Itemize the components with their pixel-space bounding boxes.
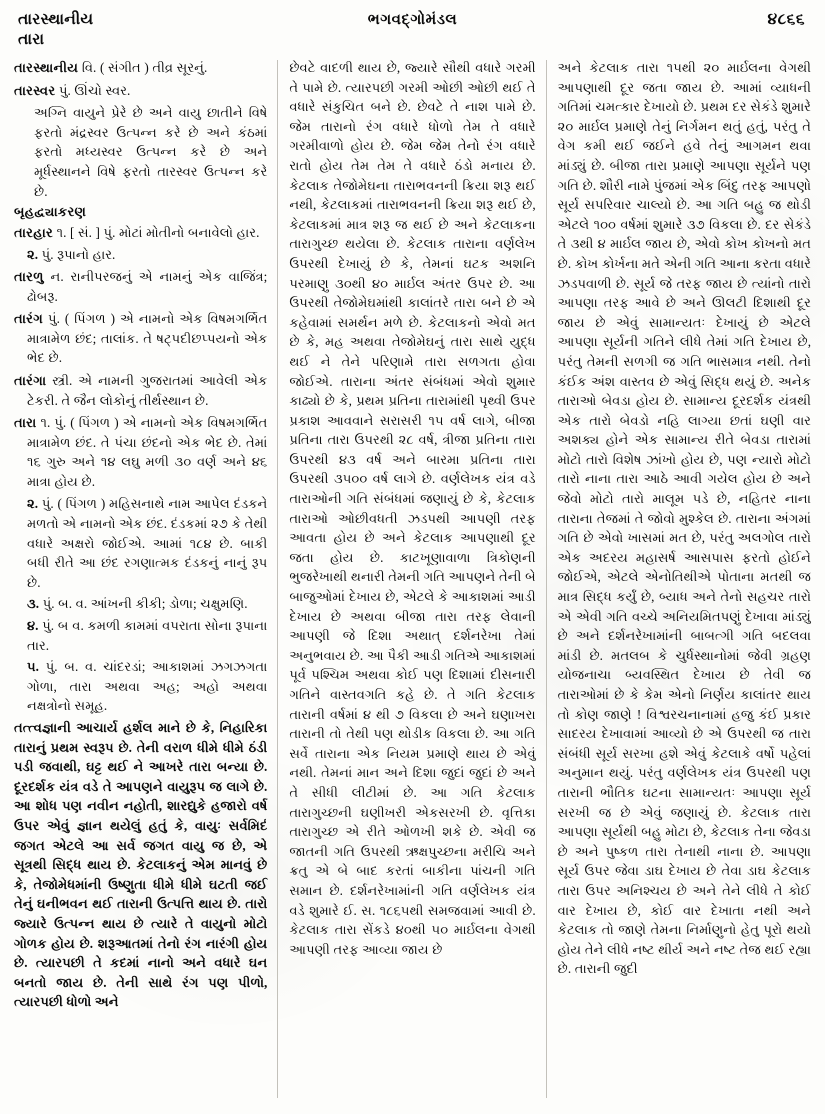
entry-headword: તારંગા [14,372,47,388]
dictionary-entry [14,81,267,101]
sense-number: ૨. [27,496,39,512]
book-title: ભગવદ્ગોમંડલ [367,12,458,28]
sense-number: ૫. [27,659,39,675]
entry-headword: તારસ્થાનીય [14,60,79,75]
dictionary-entry [14,413,267,491]
quotation-citation: બૃહદ્વ્યાકરણ [14,204,87,220]
entry-definition: સ્ત્રી. એ નામની ગુજરાતમાં આવેલી એક ટેકરી. તે જૈન લોકોનું તીર્થસ્થાન છે. [27,372,268,408]
dictionary-entry [14,371,267,410]
dictionary-sense [14,616,267,655]
entry-definition: ન. રાનીપરજનું એ નામનું એક વાજિંત્ર; ઢોબરૂ. [27,268,268,304]
dictionary-sense [14,594,267,614]
entry-headword: તારંગ [14,311,44,327]
column-3 [547,58,811,1104]
column-2 [278,58,545,1104]
running-head-left-first-word: તારસ્થાનીય [18,11,94,28]
dictionary-sense [14,494,267,592]
dictionary-entry [14,58,267,78]
entry-body-continued: તત્ત્વજ્ઞાની આચાર્ય હર્શલ માને છે કે, નિહારિકા તારાનું પ્રથમ સ્વરૂપ છે. તેની વરાળ ધીમે ધીમે ઠંડી પડી જવાથી, ઘટ્ટ થઈ ને આખરે તારા બન્યા છે. દૂરદર્શક યંત્ર વડે તે આપણને વાયુરૂપ જ લાગે છે. આ શોધ પણ નવીન નહોતી, શારદ્યુકે હજારો વર્ષ ઉપર એવું જ્ઞાન થયેલું હતું કે, વાયુઃ સર્વમિદં જગત એટલે આ સર્વ જગત વાયુ જ છે, એ સૂત્રથી સિદ્ધ થાય છે. કેટલાકનું એમ માનવું છે કે, તેજોમેધમાંની ઉષ્ણુતા ધીમે ધીમે ઘટતી જઈ તેનું ઘનીભવન થઈ તારાની ઉત્પત્તિ થાય છે. તારો જ્યારે ઉત્પન્ન થાય છે ત્યારે તે વાયુનો મોટો ગોળક હોય છે. શરૂઆતમાં તેનો રંગ નારંગી હોય છે. ત્યારપછી તે કદમાં નાનો અને વધારે ઘન બનતો જાય છે. તેની સાથે રંગ પણ પીળો, ત્યારપછી ધોળો અને [14,720,268,1010]
sense-definition: પું. ( પિંગળ ) મહિસનાથે નામ આપેલ દંડકને મળતો એ નામનો એક છંદ. દંડકમાં ૨૭ કે તેથી વધારે અક્ષરો જોઈએ. આમાં ૧૮૪ છે. બાકી બધી રીતે આ છંદ રગણાત્મક દંડકનું નાનું રૂપ છે. [27,496,268,590]
entry-definition: પું. ઊંચો સ્વર. [55,82,131,98]
entry-definition: ૧. [ સં. ] પું. મોટાં મોતીનો બનાવેલો હાર. [53,224,260,240]
dictionary-sense [14,657,267,716]
entry-body-continued: અને કેટલાક તારા ૧૫થી ૨૦ માર્ઇલના વેગથી આપણાથી દૂર જતા જાય છે. આમાં વ્યાધની ગતિમાં ચમત્કાર દેખાયો છે. પ્રથમ દર સેકંડે શુમારે ૨૦ માર્ઇલ પ્રમાણે તેનું નિર્ગમન થતું હતું, પરંતુ તે વેગ કમી થઈ જઈને હવે તેનું આગમન થવા માંડ્યું છે. બીજા તારા પ્રમાણે આપણા સૂર્યને પણ ગતિ છે. શૌરી નામે પુંજમાં એક બિંદુ તરફ આપણો સૂર્ય સપરિવાર ચાલ્યો છે. આ ગતિ બહુ જ થોડી એટલે ૧૦૦ વર્ષમાં શુમારે ૩૭ વિકલા છે. દર સેકંડે તે ૩થી ૪ માર્ઇલ જાય છે, એવો કોખ કોખનો મત છે. કોખ કોર્ખના મતે એની ગતિ આના કરતા વધારે ઝડપવાળી છે. સૂર્ય જે તરફ જાય છે ત્યાંનો તારો આપણા તરફ આવે છે અને ઊલટી દિશાથી દૂર જાય છે એવું સામાન્યતઃ દેખાયું છે એટલે આપણા સૂર્યની ગતિને લીધે તેમાં ગતિ દેખાય છે, પરંતુ તેમની સળગી જ ગતિ ભાસમાત્ર નથી. તેનો કંઈક અંશ વાસ્તવ છે એવું સિદ્ધ થયું છે. અનેક તારાઓ બેવડા હોય છે. સામાન્ય દૂરદર્શક યંત્રથી એક તારો બેવડો નહિ લાગ્યા છતાં ઘણી વાર અશક્ય હોને એક સામાન્ય રીતે બેવડા તારામાં મોટો તારો વિશેષ ઝાંખો હોય છે, પણ ન્યારો મોટો તારો નાના તારા આઠે આવી ગયેલ હોય છે અને જેવો મોટો તારો માલૂમ પડે છે, નહિતર નાના તારાના તેજમાં તે જોવો મુશ્કેલ છે. તારાના અંગમાં ગતિ છે એવો ખાસમાં મત છે, પરંતુ અલગોલ તારો એક અદરય મહાસર્ષ આસપાસ ફરતો હોઈને જોઈએ, એટલે એનોતિથીએ પોતાના મતથી જ માત્ર સિદ્ધ કર્યું છે, બ્યાધ અને તેનો સહચર તારો એ એવી ગતિ વચ્ચે અનિયમિતપણું દેખાવા માંડ્યું છે અને દર્શનરેખામાંની બાબત્ગી ગતિ બદલવા માંડી છે. મતલબ કે ચુર્ધસ્થાનોમાં જેવી ગ્રહણ યોજનાચા બ્યવસ્થિત દેખાય છે તેવી જ તારાઓમાં છે કે કેમ એનો નિર્ણય કાલાંતર થાય તો કોણ જાણે ! વિશ્વરચનાનામાં હજુ કંઈ પ્રકાર સાદરય દેખાવામાં આવ્યો છે એ ઉપરથી જ તારા સંબંધી સૂર્ય સરખા હશે એવું કેટલાકે વર્ષો પહેલાં અનુમાન થયું. પરંતુ વર્ણલેખક યંત્ર ઉપરથી પણ તારાની ભૌતિક ઘટના સામાન્યતઃ આપણા સૂર્ય સરખી જ છે એવું જણાયું છે. કેટલાક તારા આપણા સૂર્યથી બહુ મોટા છે, કેટલાક તેના જેવડા છે અને પુષ્કળ તારા તેનાથી નાના છે. આપણા સૂર્ય ઉપર જેવા ડાઘ દેખાય છે તેવા ડાઘ કેટલાક તારા ઉપર અનિશ્ચય છે અને તેને લીધે તે કોઈ વાર દેખાય છે, કોઈ વાર દેખાતા નથી અને કેટલાક તો જાણે તેમના નિર્માણુનો હેતુ પૂરો થયો હોય તેને લીધે નષ્ટ થીર્ય અને નષ્ટ તેજ થઈ રહ્યા છે. તારાની જુદી [557,60,811,977]
entry-definition: પું. ( પિંગળ ) એ નામનો એક વિષમગર્ભિત માત્રામેળ છંદ; તાલાંક. તે ષટ્પદીછપ્પયનો એક ભેદ છે. [27,311,268,366]
sense-number: ૨. [27,247,39,263]
entry-body-continued: છેવટે વાદળી થાય છે, જ્યારે સૌથી વધારે ગરમી તે પામે છે. ત્યારપછી ગરમી ઓછી ઓછી થઈ તે વધારે સંકુચિત બને છે. છેવટે તે નાશ પામે છે. જેમ તારાનો રંગ વધારે ધોળો તેમ તે વધારે ગરમીવાળો હોય છે. જેમ જેમ તેનો રંગ વધારે રાતો હોય તેમ તેમ તે વધારે ઠંડો મનાય છે. કેટલાક તેજોમેઘના તારાભવનની ક્રિયા શરૂ થઈ નથી, કેટલાકમાં તારાભવનની ક્રિયા શરૂ થઈ છે, કેટલાકમાં માત્ર શરૂ જ થઈ છે અને કેટલાકના તારાગુચ્છ થયેલા છે. કેટલાક તારાના વર્ણલેખ ઉપરથી દેખાયું છે કે, તેમનાં ઘટક અશનિ પરમાણુ ૩૦થી ૪૦ માર્ઇલ અંતર ઉપર છે. આ ઉપરથી તેજોમેઘમાંથી કાલાંતરે તારા બને છે એ કહેવામાં સમર્થન મળે છે. કેટલાકનો એવો મત છે કે, મહ અથવા તેજોમેઘનું તારા સાથે યુદ્ધ થઈ ને તેને પરિણામે તારા સળગતા હોવા જોઈએ. તારાના અંતર સંબંધમાં એવો શુમાર કાઢ્યો છે કે, પ્રથમ પ્રતિના તારામાંથી પૃથ્વી ઉપર પ્રકાશ આવવાને સરાસરી ૧૫ વર્ષ લાગે, બીજા પ્રતિના તારા ઉપરથી ૨૮ વર્ષ, ત્રીજા પ્રતિના તારા ઉપરથી ૪૩ વર્ષ અને બારમા પ્રતિના તારા ઉપરથી ૩૫૦૦ વર્ષ લાગે છે. વર્ણલેખક યંત્ર વડે તારાઓની ગતિ સંબંધમાં જણાયું છે કે, કેટલાક તારાઓ ઓછીવધતી ઝડપથી આપણી તરફ આવતા હોય છે અને કેટલાક આપણાથી દૂર જતા હોય છે. કાટખૂણાવાળા ત્રિકોણની ભુજરેખાથી થનારી તેમની ગતિ આપણને તેની બે બાજુઓમાં દેખાય છે, એટલે કે આકાશમાં આડી દેખાય છે અથવા બીજા તારા તરફ લેવાની આપણી જે દિશા અથાત્ દર્શનરેખા તેમાં અનુભવાય છે. આ પૈકી આડી ગતિએ આકાશમાં પૂર્વ પશ્ચિમ અથવા કોઈ પણ દિશામાં દીસનારી ગતિને વાસ્તવગતિ કહે છે. તે ગતિ કેટલાક તારાની વર્ષમાં ૪ થી ૭ વિકલા છે અને ઘણાખરા તારાની તો તેથી પણ થોડીક વિકલા છે. આ ગતિ સર્વે તારાના એક નિયમ પ્રમાણે થાય છે એવું નથી. તેમનાં માન અને દિશા જુદાં જુદાં છે અને તે સીધી લીટીમાં છે. આ ગતિ કેટલાક તારાગુચ્છની ઘણીખરી એકસરખી છે. વૃત્તિકા તારાગુચ્છ એ રીતે ઓળખી શકે છે. એવી જ જાતની ગતિ ઉપરથી ઋક્ષપુચ્છના મરીચિ અને ક્રતુ એ બે બાદ કરતાં બાકીના પાંચની ગતિ સમાન છે. દર્શનરેખામાંની ગતિ વર્ણલેખક યંત્ર વડે શુમારે ઈ. સ. ૧૮૬૫થી સમજવામાં આવી છે. કેટલાક તારા સેંકડે ૪૦થી ૫૦ માર્ઇલના વેગથી આપણી તરફ આવ્યા જાય છે [289,60,536,957]
column-1 [14,58,277,1104]
page-number: ૪૮૬૬ [767,11,805,28]
running-head [14,10,811,56]
entry-quotation: અગ્નિ વાયુને પ્રેરે છે અને વાયુ છાતીને વિષે ફરતો મંદ્રસ્વર ઉત્પન્ન કરે છે અને કંઠમાં ફરતો મધ્યસ્વર ઉત્પન્ન કરે છે અને મૂર્ધસ્થાનને વિષે ફરતો તારસ્વર ઉત્પન્ન કરે છે. [34,105,268,199]
column-container [14,58,811,1104]
sense-definition: પું. બ વ. કમળી કામમાં વપરાતા સોના રૂપાના તાર. [27,618,268,653]
entry-headword: તારળુ [14,268,44,284]
entry-headword: તારહાર [14,224,54,240]
dictionary-entry [14,309,267,368]
dictionary-sense [14,245,267,265]
sense-definition: પું. બ. વ. ચાંદરડાં; આકાશમાં ઝગઝગતા ગોળા, તારા અથવા અહ; અહો અથવા નક્ષત્રોનો સમૂહ. [27,659,268,714]
running-head-left-last-word: તારા [18,31,45,48]
sense-definition: પું. રૂપાનો હાર. [38,247,116,263]
dictionary-entry [14,267,267,306]
sense-definition: પું. બ. વ. આંખની કીકી; ડોળા; ચક્ષુમણિ. [39,596,248,612]
sense-number: ૪. [27,618,39,634]
entry-definition: વિ. ( સંગીત ) તીવ્ર સૂરનું. [78,60,208,75]
sense-number: ૩. [27,596,40,612]
dictionary-entry [14,223,267,243]
entry-definition: ૧. પું. ( પિંગળ ) એ નામનો એક વિષમગર્ભિત માત્રામેળ છંદ. તે પંચા છંદનો એક ભેદ છે. તેમાં ૧૬ ગુરુ અને ૧૪ લઘુ મળી ૩૦ વર્ણ અને ૪૬ માત્રા હોય છે. [27,415,268,489]
entry-headword: તારા [14,415,37,431]
entry-headword: તારસ્વર [14,82,56,98]
